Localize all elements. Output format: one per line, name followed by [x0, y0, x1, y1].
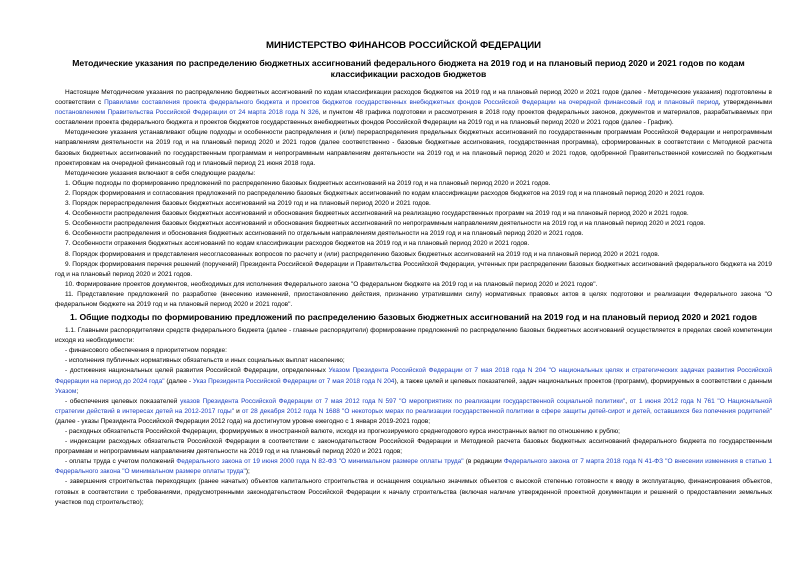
link-ukaz-597[interactable]: указов Президента Российской Федерации от 7 мая 2012 года N 597 "О мероприятиях по реализации государственной социальной политики" [180, 397, 626, 405]
bullet-item: - расходных обязательств Российской Федерации, формируемых в иностранной валюте, исходя из прогнозируемого среднегодового курса иностранных валют по отношению к рублю; [65, 428, 620, 435]
ministry-title: МИНИСТЕРСТВО ФИНАНСОВ РОССИЙСКОЙ ФЕДЕРАЦИИ [265, 40, 542, 51]
section-1-heading: 1. Общие подходы по формированию предложений по распределению базовых бюджетных ассигнований на 2019 год и на плановый период 2020 и 2021 годов [69, 312, 758, 323]
section-list-item: 1. Общие подходы по формированию предложений по распределению базовых бюджетных ассигнований на 2019 год и на плановый период 2020 и 2021 годов. [65, 179, 551, 187]
text: - достижения национальных целей развития Российской Федерации, определенных [65, 367, 329, 375]
link-postanovlenie[interactable]: постановлением Правительства Российской Федерации от 24 марта 2018 года N 326 [55, 109, 319, 117]
section-list-item: 7. Особенности отражения бюджетных ассигнований по кодам классификации расходов бюджетов на 2019 год и на плановый период 2020 и 2021 годов. [65, 240, 530, 248]
bullet-item [55, 457, 772, 477]
text: (далее - [164, 377, 193, 385]
section-list-item: 2. Порядок формирования и согласования предложений по распределению базовых бюджетных ассигнований по кодам классификации расходов бюджетов на 2019 год и на плановый период 2020 и 2021 годов. [65, 189, 705, 197]
bullet-item: - завершения строительства переходящих (ранее начатых) объектов капитального строительства и оснащения социально значимых объектов с высокой степенью готовности к вводу в эксплуатацию, финансирования объектов, готовых в соответствии с требованиями, предусмотренными законодательством Российской Федерации к началу строительства (включая наличие утвержденной проектной документации и решений о предоставлении земельных участков под строительство); [55, 478, 772, 506]
intro-paragraph-2: Методические указания устанавливают общие подходы и особенности распределения и (или) перераспределения предельных бюджетных ассигнований по государственным программам Российской Федерации и непрограммным направлениям деятельности на 2019 год и на плановый период 2020 и 2021 годов (далее соответственно - базовые бюджетные ассигнования, государственная программа), сформированных в соответствии с Методикой расчета базовых бюджетных ассигнований по государственным программам и непрограммным направлениям деятельности на 2019 год и на плановый период 2020 и 2021 годов, одобренной Правительственной комиссией по бюджетным проектировкам на очередной финансовый год и плановый период 21 июня 2018 года. [55, 129, 772, 167]
link-ukaz-204[interactable]: Указом Президента Российской Федерации от 7 мая 2018 года N 204 "О национальных целях и стратегических задачах развития Российской Федерации на период до 2024 года" [55, 367, 772, 385]
bullet-item [55, 366, 772, 396]
section-list-item: 11. Представление предложений по разработке (внесению изменений, приостановлению действия, признанию утратившими силу) нормативных правовых актов в целях подготовки и реализации Федерального закона "О федеральном бюджете на 2019 год и на плановый период 2020 и 2021 годов". [55, 290, 772, 308]
document-title: Методические указания по распределению бюджетных ассигнований федерального бюджета на 2019 год и на плановый период 2020 и 2021 годов по кодам классификации расходов бюджетов [72, 58, 745, 79]
text: - обеспечения целевых показателей [65, 397, 181, 405]
bullet-item: - индексации расходных обязательств Российской Федерации в соответствии с законодательством Российской Федерации и Методикой расчета базовых бюджетных ассигнований федерального бюджета по государственным программам и непрограммным направлениям деятельности на 2019 год и на плановый период 2020 и 2021 годов; [55, 438, 772, 456]
text: ); [245, 468, 250, 476]
text: , [625, 397, 630, 405]
section-list-item: 5. Особенности распределения базовых бюджетных ассигнований и обоснования бюджетных ассигнований по непрограммным направлениям деятельности на 2019 год и на плановый период 2020 и 2021 годов. [65, 220, 706, 228]
section-list-item: 9. Порядок формирования перечня решений (поручений) Президента Российской Федерации и Правительства Российской Федерации, учтенных при распределении базовых бюджетных ассигнований федерального бюджета на 2019 год и на плановый период 2020 и 2021 годов. [55, 260, 772, 278]
link-ukaz-1688[interactable]: от 28 декабря 2012 года N 1688 "О некоторых мерах по реализации государственной политики в сфере защиты детей-сирот и детей, оставшихся без попечения родителей" [241, 407, 773, 415]
section-list-item: 3. Порядок перераспределения базовых бюджетных ассигнований на 2019 год и на плановый период 2020 и 2021 годов. [65, 200, 431, 208]
document-body [55, 88, 772, 508]
text: , утвержденными [718, 99, 773, 107]
text: (далее - указы Президента Российской Федерации 2012 года) на достигнутом уровне ежегодно с 1 января 2019-2021 годов; [55, 417, 430, 425]
intro-paragraph-1 [55, 88, 772, 128]
text: (в редакции [463, 458, 504, 466]
text: ; [76, 387, 79, 395]
bullet-item: - финансового обеспечения в приоритетном порядке: [65, 347, 227, 355]
text: и [234, 407, 242, 415]
link-ukaz[interactable]: Указом [55, 387, 77, 395]
text: - оплаты труда с учетом положений [65, 458, 177, 466]
link-ukaz-204-short[interactable]: Указ Президента Российской Федерации от 7 мая 2018 года N 204 [192, 377, 395, 385]
intro-paragraph-3: Методические указания включают в себя следующие разделы: [65, 169, 256, 177]
link-fz-82[interactable]: Федерального закона от 19 июня 2000 года N 82-ФЗ "О минимальном размере оплаты труда" [176, 458, 464, 466]
text: ), а также целей и целевых показателей, задач национальных проектов (программ), формируемых в соответствии с данным [394, 377, 772, 385]
section-list-item: 6. Особенности распределения и обоснования бюджетных ассигнований по отдельным направлениям деятельности на 2019 год и на плановый период 2020 и 2021 годов. [65, 230, 584, 238]
bullet-item [55, 397, 772, 427]
section-list-item: 10. Формирование проектов документов, необходимых для исполнения Федерального закона "О федеральном бюджете на 2019 год и на плановый период 2020 и 2021 годов". [65, 280, 598, 288]
section-list-item: 8. Порядок формирования и представления несогласованных вопросов по расчету и (или) распределению базовых бюджетных ассигнований на 2019 год и на плановый период 2020 и 2021 годов. [65, 250, 660, 258]
link-fz-41[interactable]: Федерального закона от 7 марта 2018 года N 41-ФЗ "О внесении изменения в статью 1 Федерального закона "О минимальном размере оплаты труда" [55, 458, 773, 476]
section-1-paragraph: 1.1. Главными распорядителями средств федерального бюджета (далее - главные распорядители) формирование предложений по распределению базовых бюджетных ассигнований осуществляется в пределах своей компетенции исходя из необходимости: [55, 327, 772, 345]
text: , и пунктом 48 графика подготовки и рассмотрения в 2018 году проектов федеральных законов, документов и материалов, разрабатываемых при составлении проекта федерального бюджета и проектов бюджетов государственных внебюджетных фондов Российской Федерации на 2019 год и на плановый период 2020 и 2021 годов (далее - График). [55, 109, 772, 127]
link-rules[interactable]: Правилами составления проекта федерального бюджета и проектов бюджетов государственных внебюджетных фондов Российской Федерации на очередной финансовый год и плановый период [104, 99, 719, 107]
bullet-item: - исполнения публичных нормативных обязательств и иных социальных выплат населению; [65, 357, 345, 365]
link-ukaz-761[interactable]: от 1 июня 2012 года N 761 "О Национальной стратегии действий в интересах детей на 2012-2017 годы" [55, 397, 772, 415]
section-list-item: 4. Особенности распределения базовых бюджетных ассигнований и обоснования бюджетных ассигнований на реализацию государственных программ на 2019 год и на плановый период 2020 и 2021 годов. [65, 210, 689, 218]
text: Настоящие Методические указания по распределению бюджетных ассигнований по кодам классификации расходов бюджетов на 2019 год и на плановый период 2020 и 2021 годов (далее - Методические указания) подготовлены в соответствии с [55, 89, 772, 107]
